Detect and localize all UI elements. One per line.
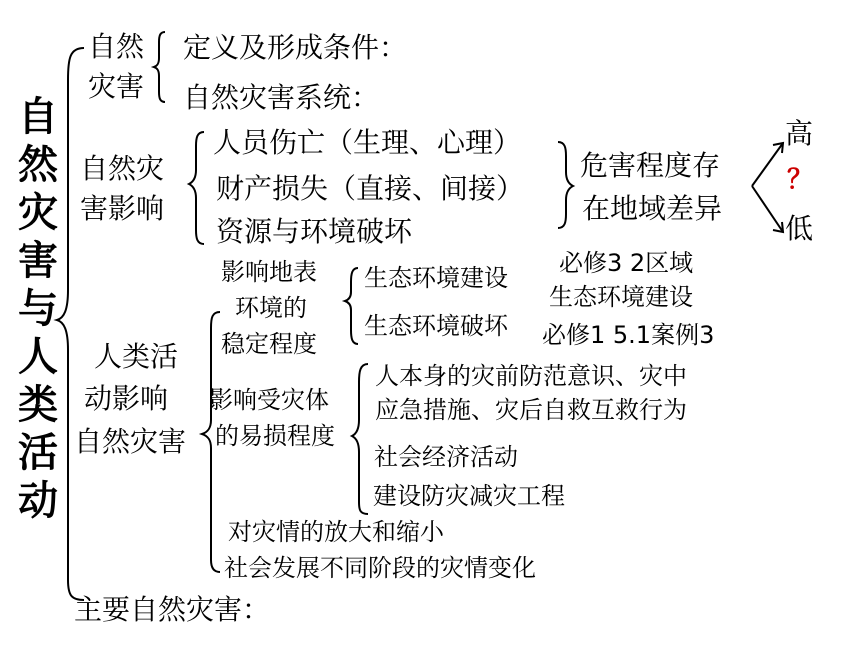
root-char-1: 自 — [18, 93, 58, 140]
label-high: 高 — [785, 117, 814, 150]
sub1-note1-line1: 必修3 2区域 — [559, 249, 694, 277]
arrow-down-line — [752, 186, 783, 232]
b1-item-system: 自然灾害系统： — [183, 81, 380, 114]
sub1-item-destruction: 生态环境破坏 — [364, 312, 508, 340]
b1-item-definition: 定义及形成条件： — [183, 31, 408, 64]
arrow-up-line — [752, 143, 783, 186]
root-char-6: 人 — [18, 333, 58, 380]
b2-item-casualties: 人员伤亡（生理、心理） — [213, 126, 522, 159]
b2-right-brace — [558, 142, 573, 228]
b2-brace — [189, 132, 204, 244]
sub2-item-awareness-line1: 人本身的灾前防范意识、灾中 — [375, 362, 687, 390]
sub1-note1-line2: 生态环境建设 — [549, 283, 693, 311]
b2-result-line2: 在地域差异 — [582, 192, 723, 225]
sub2-label-line1: 影响受灾体 — [209, 386, 329, 414]
main-bracket — [57, 48, 84, 600]
sub2-item-awareness-line2: 应急措施、灾后自救互救行为 — [375, 396, 687, 424]
label-low: 低 — [785, 212, 814, 245]
b1-label-line2: 灾害 — [88, 70, 145, 103]
sub1-label-line2: 环境的 — [235, 294, 307, 322]
question-mark: ？ — [787, 165, 814, 195]
b3-label-line2: 动影响 — [84, 382, 169, 415]
root-char-2: 然 — [18, 141, 58, 188]
sub2-brace — [352, 364, 368, 514]
root-char-8: 活 — [18, 429, 58, 476]
root-char-9: 动 — [18, 477, 58, 524]
b1-brace — [154, 32, 165, 102]
sub3-item-amplify: 对灾情的放大和缩小 — [228, 518, 444, 546]
root-char-7: 类 — [18, 381, 58, 428]
b3-label-line1: 人类活 — [94, 340, 179, 373]
sub2-label-line2: 的易损程度 — [215, 422, 335, 450]
b3-label-line3: 自然灾害 — [74, 425, 187, 458]
sub1-label-line1: 影响地表 — [221, 258, 317, 286]
sub3-item-stages: 社会发展不同阶段的灾情变化 — [224, 554, 536, 582]
sub1-note2: 必修1 5.1案例3 — [542, 321, 715, 349]
b4-main-disasters: 主要自然灾害： — [74, 593, 271, 626]
b2-label-line1: 自然灾 — [80, 152, 165, 185]
b2-label-line2: 害影响 — [80, 192, 165, 225]
sub2-item-economy: 社会经济活动 — [374, 443, 518, 471]
b2-item-property-loss: 财产损失（直接、间接） — [216, 172, 525, 205]
b1-label-line1: 自然 — [88, 30, 145, 63]
b2-result-line1: 危害程度存 — [580, 149, 721, 182]
sub1-label-line3: 稳定程度 — [221, 330, 317, 358]
root-char-4: 害 — [18, 237, 58, 284]
sub1-brace — [345, 268, 358, 344]
root-char-5: 与 — [18, 285, 58, 332]
b2-item-resources: 资源与环境破坏 — [216, 215, 413, 248]
sub1-item-construction: 生态环境建设 — [364, 264, 508, 292]
root-char-3: 灾 — [18, 189, 58, 236]
sub2-item-engineering: 建设防灾减灾工程 — [373, 482, 565, 510]
